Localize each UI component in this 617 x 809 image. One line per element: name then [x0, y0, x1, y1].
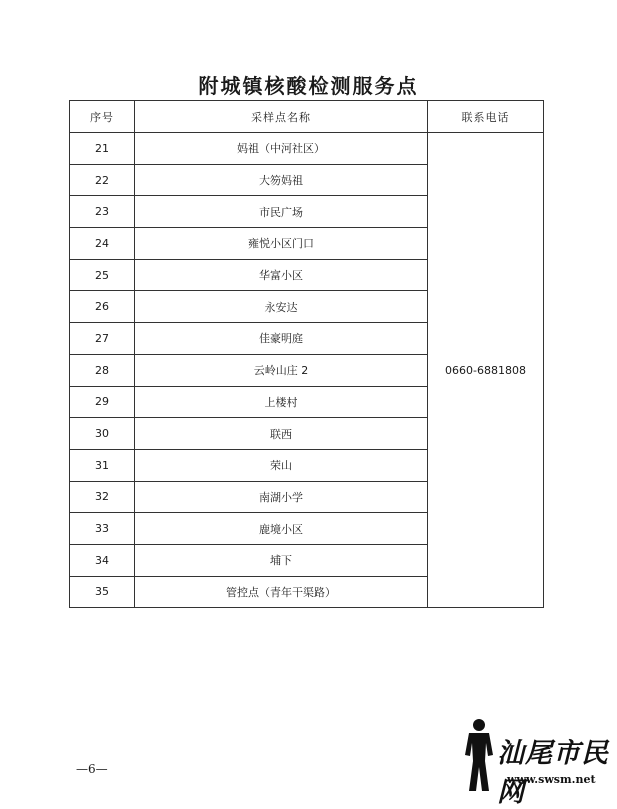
row-number: 26	[70, 291, 135, 323]
row-number: 24	[70, 228, 135, 260]
table-header-row	[70, 101, 544, 133]
watermark-logo	[455, 715, 615, 808]
row-site-name: 华富小区	[135, 259, 428, 291]
row-number: 33	[70, 513, 135, 545]
row-number: 31	[70, 449, 135, 481]
row-site-name: 雍悦小区门口	[135, 228, 428, 260]
row-number: 25	[70, 259, 135, 291]
header-phone: 联系电话	[428, 101, 544, 133]
contact-phone: 0660-6881808	[428, 133, 544, 608]
row-number: 32	[70, 481, 135, 513]
row-site-name: 上楼村	[135, 386, 428, 418]
sampling-sites-table	[69, 100, 544, 608]
row-site-name: 市民广场	[135, 196, 428, 228]
row-number: 30	[70, 418, 135, 450]
row-site-name: 鹿境小区	[135, 513, 428, 545]
row-number: 35	[70, 576, 135, 608]
row-site-name: 管控点（青年干渠路）	[135, 576, 428, 608]
row-number: 28	[70, 354, 135, 386]
row-site-name: 佳豪明庭	[135, 323, 428, 355]
row-site-name: 云岭山庄 2	[135, 354, 428, 386]
row-site-name: 永安达	[135, 291, 428, 323]
row-number: 27	[70, 323, 135, 355]
row-number: 29	[70, 386, 135, 418]
table-row	[70, 133, 544, 165]
row-site-name: 妈祖（中河社区）	[135, 133, 428, 165]
row-number: 22	[70, 164, 135, 196]
row-number: 34	[70, 544, 135, 576]
page-title: 附城镇核酸检测服务点	[198, 74, 419, 98]
header-no: 序号	[70, 101, 135, 133]
page-number: —6—	[76, 762, 108, 776]
row-site-name: 南湖小学	[135, 481, 428, 513]
table-body	[70, 133, 544, 608]
row-number: 23	[70, 196, 135, 228]
row-site-name: 埔下	[135, 544, 428, 576]
row-site-name: 联西	[135, 418, 428, 450]
row-site-name: 大笏妈祖	[135, 164, 428, 196]
watermark-text: 汕尾市民网	[497, 738, 609, 808]
watermark-url: www.swsm.net	[507, 773, 596, 786]
header-site-name: 采样点名称	[135, 101, 428, 133]
row-number: 21	[70, 133, 135, 165]
row-site-name: 荣山	[135, 449, 428, 481]
